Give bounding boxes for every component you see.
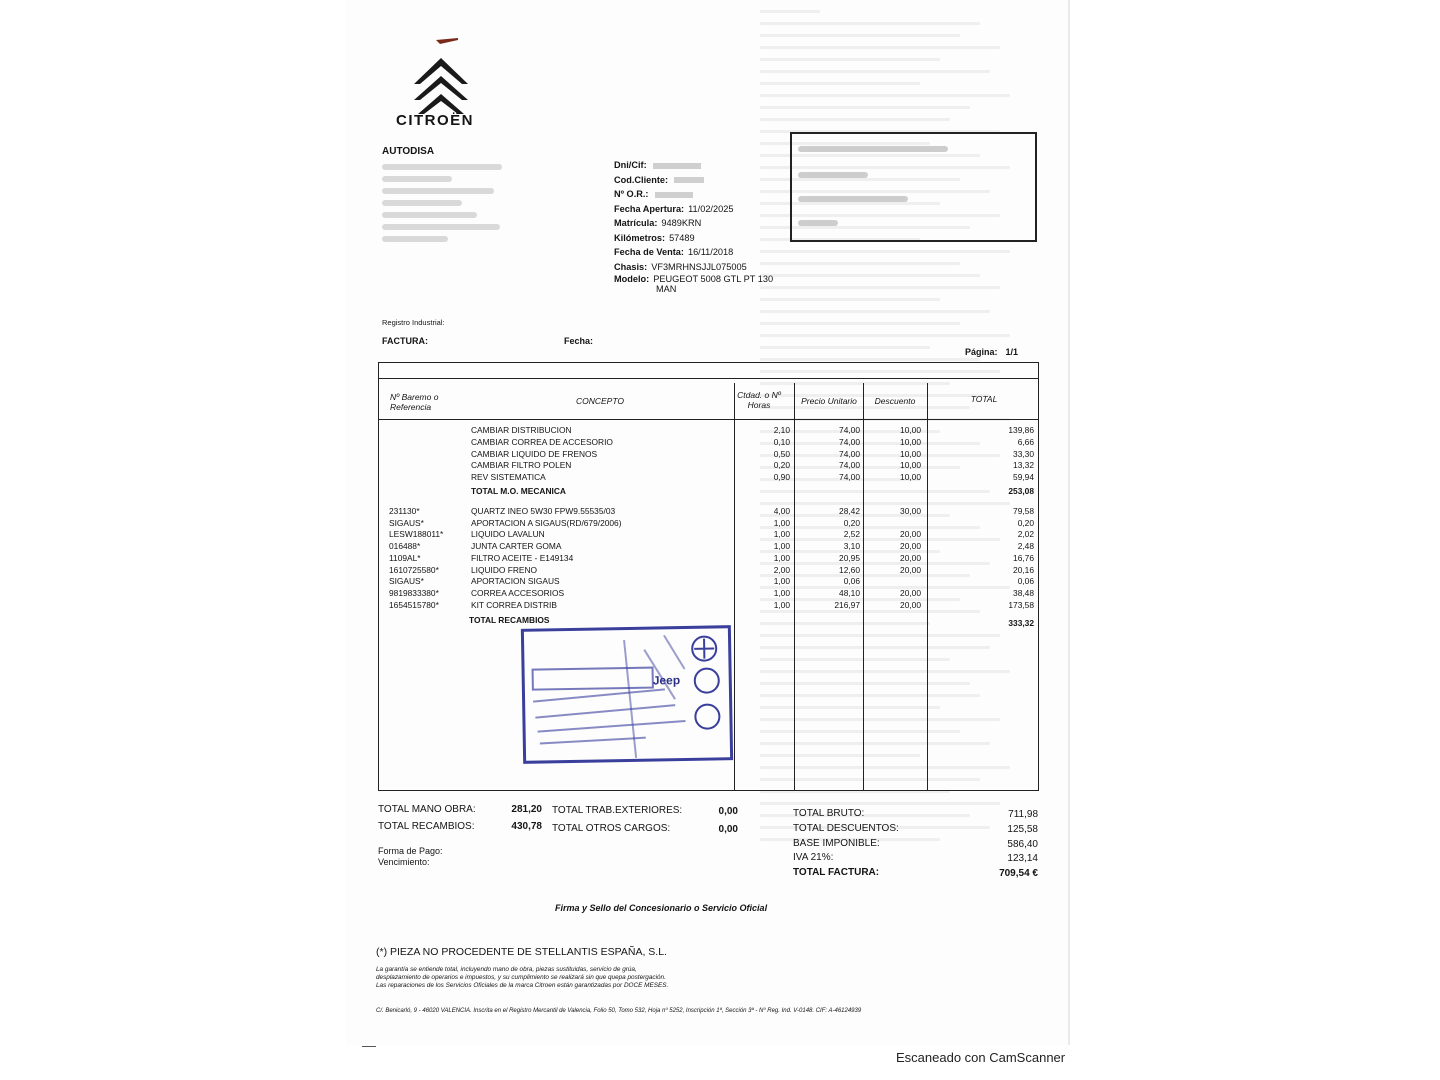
row-referencia: 1109AL* <box>389 552 421 563</box>
scanner-watermark: Escaneado con CamScanner <box>896 1050 1066 1065</box>
row-referencia: 016488* <box>389 541 421 552</box>
total-left-value: 430,78 <box>511 821 542 832</box>
row-referencia: 9819833380* <box>389 587 439 598</box>
page-mark <box>362 1046 376 1047</box>
row-total: 2,48 <box>1017 541 1034 552</box>
parts-total-value: 333,32 <box>1008 618 1034 628</box>
row-descuento: 10,00 <box>900 425 921 435</box>
row-referencia: SIGAUS* <box>389 576 424 587</box>
row-total: 173,58 <box>1008 599 1034 610</box>
info-modelo: Modelo: PEUGEOT 5008 GTL PT 130 <box>614 274 774 284</box>
row-concepto: KIT CORREA DISTRIB <box>471 599 557 610</box>
row-total: 0,06 <box>1017 576 1034 587</box>
total-left-label: TOTAL MANO OBRA: <box>378 804 476 815</box>
info-matricula: Matrícula: 9489KRN <box>614 218 702 228</box>
row-descuento: 20,00 <box>900 529 921 540</box>
info-fecha-apertura: Fecha Apertura: 11/02/2025 <box>614 203 734 214</box>
row-descuento: 10,00 <box>900 448 921 459</box>
row-referencia: 1654515780* <box>389 599 439 610</box>
info-fecha-venta: Fecha de Venta: 16/11/2018 <box>614 247 734 257</box>
row-precio: 12,60 <box>839 564 860 575</box>
row-precio: 0,06 <box>843 576 860 587</box>
row-concepto: LIQUIDO LAVALUN <box>471 529 545 540</box>
redacted-company-address <box>382 164 512 248</box>
legal-line: La garantía se entiende total, incluyendo mano de obra, piezas sustituidas, servicio de grúa, <box>376 966 637 973</box>
total-right-label: IVA 21%: <box>793 852 834 864</box>
info-dni: Dni/Cif: <box>614 158 773 173</box>
info-cod-cliente: Cod.Cliente: <box>614 173 773 188</box>
total-mid-label: TOTAL OTROS CARGOS: <box>552 823 671 834</box>
citroen-chevron-logo <box>410 36 472 116</box>
row-total: 20,16 <box>1013 564 1034 575</box>
row-total: 6,66 <box>1017 436 1034 447</box>
row-descuento: 20,00 <box>900 541 921 552</box>
row-concepto: QUARTZ INEO 5W30 FPW9.55535/03 <box>471 506 616 516</box>
row-descuento: 20,00 <box>900 599 921 610</box>
row-cantidad: 0,20 <box>773 460 790 471</box>
row-concepto: APORTACION A SIGAUS(RD/679/2006) <box>471 517 622 528</box>
row-cantidad: 1,00 <box>773 576 790 587</box>
row-concepto: FILTRO ACEITE - E149134 <box>471 552 574 563</box>
row-descuento: 10,00 <box>900 460 921 471</box>
row-cantidad: 2,10 <box>773 425 790 435</box>
row-cantidad: 1,00 <box>773 599 790 610</box>
row-cantidad: 1,00 <box>773 587 790 598</box>
row-total: 79,58 <box>1013 506 1034 516</box>
row-concepto: REV SISTEMATICA <box>471 472 546 483</box>
col-header-descuento: Descuento <box>874 396 916 406</box>
total-right-label: BASE IMPONIBLE: <box>793 837 880 849</box>
row-cantidad: 1,00 <box>773 529 790 540</box>
vencimiento-label: Vencimiento: <box>378 857 430 867</box>
total-right-label: TOTAL FACTURA: <box>793 867 880 879</box>
row-cantidad: 4,00 <box>773 506 790 516</box>
total-mid-value: 0,00 <box>718 806 738 817</box>
info-kilometros: Kilómetros: 57489 <box>614 232 695 243</box>
brand-name: CITROËN <box>396 112 474 129</box>
info-num-or: Nº O.R.: <box>614 187 773 202</box>
total-mid-label: TOTAL TRAB.EXTERIORES: <box>552 805 683 816</box>
row-concepto: CORREA ACCESORIOS <box>471 587 565 598</box>
registro-industrial-label: Registro Industrial: <box>382 318 445 327</box>
row-referencia: LESW188011* <box>389 529 444 540</box>
sheet-edge <box>1068 0 1070 1045</box>
row-cantidad: 1,00 <box>773 552 790 563</box>
row-descuento: 20,00 <box>900 552 921 563</box>
legal-line: Las reparaciones de los Servicios Oficiales de la marca Citroen están garantizadas por DOCE MESES. <box>376 982 669 989</box>
row-concepto: CAMBIAR LIQUIDO DE FRENOS <box>471 448 598 459</box>
row-cantidad: 0,10 <box>773 436 790 447</box>
row-concepto: CAMBIAR CORREA DE ACCESORIO <box>471 436 613 447</box>
fecha-label: Fecha: <box>564 336 594 346</box>
forma-pago-label: Forma de Pago: <box>378 846 443 856</box>
pieza-note: (*) PIEZA NO PROCEDENTE DE STELLANTIS ESPAÑA, S.L. <box>376 946 667 958</box>
col-header-total: TOTAL <box>970 394 998 404</box>
col-header-concepto: CONCEPTO <box>575 396 625 406</box>
row-cantidad: 1,00 <box>773 541 790 552</box>
pagina-indicator: Página: 1/1 <box>965 347 1019 357</box>
signature-caption: Firma y Sello del Concesionario o Servicio Oficial <box>555 903 768 913</box>
row-precio: 28,42 <box>839 506 860 516</box>
info-chasis: Chasis: VF3MRHNSJJL075005 <box>614 261 747 272</box>
row-concepto: LIQUIDO FRENO <box>471 564 538 575</box>
stamp-brand-text: Jeep <box>652 673 681 688</box>
row-total: 59,94 <box>1013 472 1034 483</box>
row-total: 16,76 <box>1013 552 1034 563</box>
row-total: 0,20 <box>1017 517 1034 528</box>
row-descuento: 10,00 <box>900 472 921 483</box>
row-precio: 0,20 <box>843 517 860 528</box>
col-header-precio: Precio Unitario <box>801 396 857 406</box>
row-cantidad: 0,90 <box>773 472 790 483</box>
row-precio: 74,00 <box>839 425 860 435</box>
col-header-cantidad: Ctdad. o Nº Horas <box>737 390 781 410</box>
row-descuento: 30,00 <box>900 506 921 516</box>
legal-line: desplazamiento de operarios e impuestos, y su cumplimiento se realizará sin que quepa postergación. <box>376 974 666 981</box>
labour-total-label: TOTAL M.O. MECANICA <box>471 486 566 496</box>
total-right-value: 709,54 € <box>999 868 1038 880</box>
row-total: 139,86 <box>1008 425 1034 435</box>
pen-mark <box>436 38 458 44</box>
row-concepto: CAMBIAR DISTRIBUCION <box>471 425 572 435</box>
row-descuento: 20,00 <box>900 587 921 598</box>
footer-address: C/. Benicarló, 9 - 46020 VALENCIA. Inscrita en el Registro Mercantil de Valencia, Folio 50, Tomo 532, Hoja nº 5252, Inscripción 1ª, Sección 3ª - Nº Reg. Ind. V-0148. CIF: A-46124939 <box>376 1008 862 1014</box>
legal-text <box>376 966 668 990</box>
row-total: 38,48 <box>1013 587 1034 598</box>
total-left-label: TOTAL RECAMBIOS: <box>378 821 475 832</box>
row-precio: 2,52 <box>843 529 860 540</box>
row-precio: 74,00 <box>839 436 860 447</box>
parts-total-label: TOTAL RECAMBIOS <box>469 615 550 625</box>
total-right-label: TOTAL BRUTO: <box>793 808 865 819</box>
row-total: 13,32 <box>1013 460 1034 471</box>
col-header-ref: Nº Baremo o Referencia <box>390 392 439 412</box>
row-cantidad: 2,00 <box>773 564 790 575</box>
labour-total-value: 253,08 <box>1008 486 1034 496</box>
vehicle-info <box>614 158 773 294</box>
total-right-value: 123,14 <box>1007 853 1038 865</box>
row-precio: 3,10 <box>843 541 860 552</box>
row-precio: 74,00 <box>839 448 860 459</box>
row-total: 33,30 <box>1013 448 1034 459</box>
total-left-value: 281,20 <box>511 804 542 815</box>
total-right-value: 125,58 <box>1007 823 1038 835</box>
row-cantidad: 0,50 <box>773 448 790 459</box>
row-precio: 74,00 <box>839 472 860 483</box>
row-descuento: 10,00 <box>900 436 921 447</box>
stamp-graphic <box>524 628 730 761</box>
info-modelo-cont: MAN <box>656 284 677 294</box>
row-referencia: 1610725580* <box>389 564 439 575</box>
row-concepto: CAMBIAR FILTRO POLEN <box>471 460 572 471</box>
customer-address-box <box>790 132 1037 242</box>
row-referencia: SIGAUS* <box>389 517 424 528</box>
row-precio: 74,00 <box>839 460 860 471</box>
row-precio: 20,95 <box>839 552 860 563</box>
row-concepto: JUNTA CARTER GOMA <box>471 541 562 552</box>
total-right-label: TOTAL DESCUENTOS: <box>793 822 899 834</box>
company-name: AUTODISA <box>382 146 435 157</box>
total-mid-value: 0,00 <box>718 824 738 835</box>
row-total: 2,02 <box>1017 529 1034 540</box>
row-precio: 48,10 <box>839 587 860 598</box>
total-right-value: 711,98 <box>1008 809 1038 820</box>
row-concepto: APORTACION SIGAUS <box>471 576 560 587</box>
dealer-stamp <box>521 625 733 764</box>
row-descuento: 20,00 <box>900 564 921 575</box>
row-precio: 216,97 <box>834 599 860 610</box>
total-right-value: 586,40 <box>1007 838 1038 850</box>
factura-label: FACTURA: <box>382 336 428 346</box>
row-cantidad: 1,00 <box>773 517 790 528</box>
row-referencia: 231130* <box>389 506 420 516</box>
